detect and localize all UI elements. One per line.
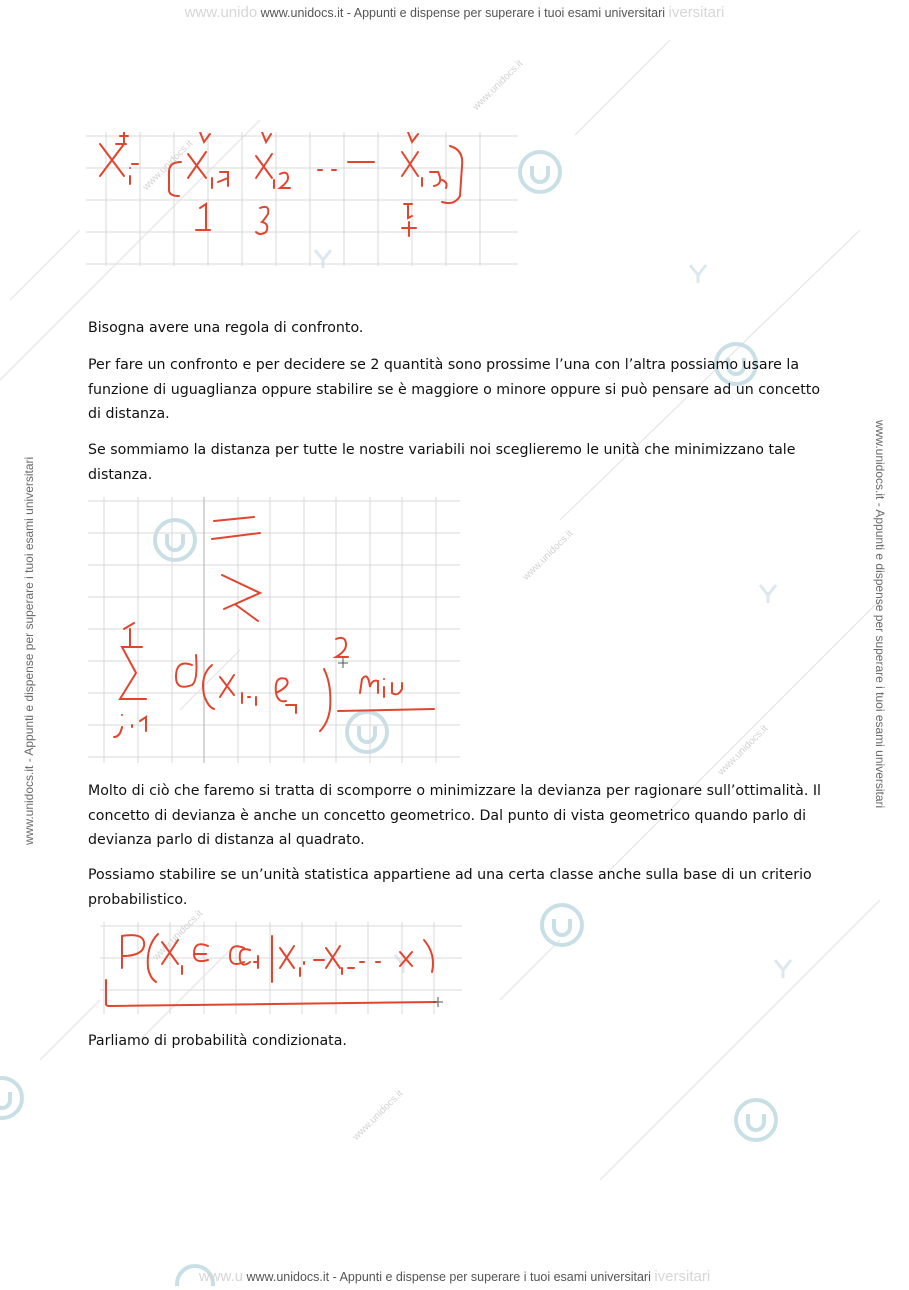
watermark-text: www.unidocs.it [140,138,196,193]
watermark-text: www.unidocs.it [715,723,771,778]
paragraph: Parliamo di probabilità condizionata. [88,1033,347,1049]
watermark-text: www.unidocs.it [350,1088,406,1143]
footer-watermark-right: iversitari [654,1268,711,1285]
page-footer [0,1268,909,1285]
header-watermark-left: www.unido [184,4,258,21]
side-banner-left: www.unidocs.it - Appunti e dispense per superare i tuoi esami universitari [22,456,36,845]
watermark-text: www.unidocs.it [150,908,206,963]
footer-banner[interactable]: www.unidocs.it - Appunti e dispense per superare i tuoi esami universitari [246,1270,651,1284]
paragraph: Bisogna avere una regola di confronto. [88,320,364,336]
header-watermark-right: iversitari [668,4,725,21]
watermark-text: www.unidocs.it [520,528,576,583]
sketch-distance-sum [88,497,460,763]
side-banner-right: www.unidocs.it - Appunti e dispense per superare i tuoi esami universitari [873,420,887,809]
paragraph: Molto di ciò che faremo si tratta di scomporre o minimizzare la devianza per ragionare sull’ottimalità. Il concetto di devianza è anche un concetto geometrico. Dal punto di vista geometrico quando parlo di devianza parlo di distanza al quadrato. [88,783,821,848]
handwriting-ink [100,132,462,236]
page-header [0,4,909,21]
handwriting-ink [106,934,436,1006]
sketch-conditional-probability [100,922,462,1014]
paragraph: Per fare un confronto e per decidere se 2 quantità sono prossime l’una con l’altra possiamo usare la funzione di uguaglianza oppure stabilire se è maggiore o minore oppure si può pensare ad un concetto di distanza. [88,357,821,422]
watermark-text: www.unidocs.it [470,58,526,113]
header-banner[interactable]: www.unidocs.it - Appunti e dispense per superare i tuoi esami universitari [260,6,666,20]
paragraph: Se sommiamo la distanza per tutte le nostre variabili noi sceglieremo le unità che minimizzano tale distanza. [88,442,796,483]
paragraph: Possiamo stabilire se un’unità statistica appartiene ad una certa classe anche sulla base di un criterio probabilistico. [88,867,812,908]
handwriting-ink [114,517,434,737]
footer-watermark-left: www.u [198,1268,243,1285]
sketch-vector-xi [86,132,518,266]
